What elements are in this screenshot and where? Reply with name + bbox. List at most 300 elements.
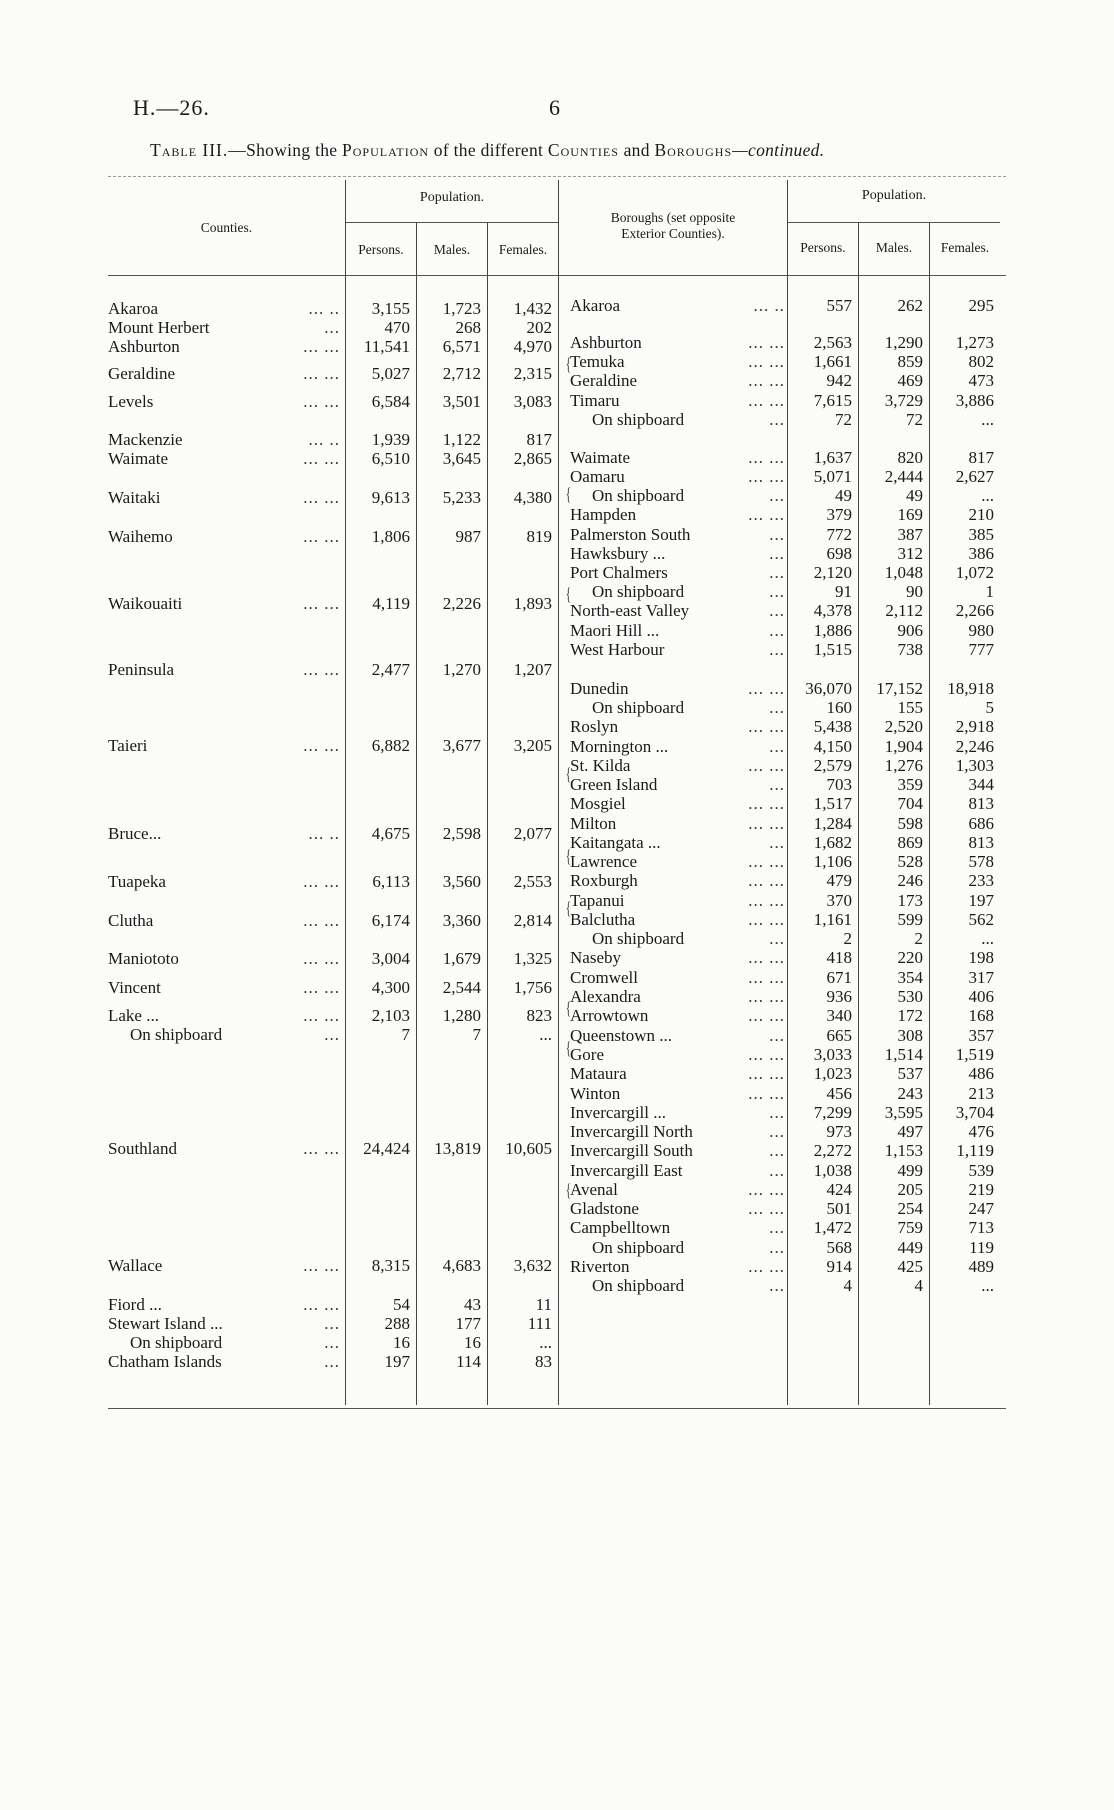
- borough-females: 18,918: [947, 679, 994, 698]
- borough-name: On shipboard: [592, 1276, 685, 1295]
- borough-leader-dots: ... ...: [748, 948, 785, 967]
- county-females: 11: [535, 1295, 552, 1314]
- borough-row: [0, 871, 1114, 891]
- county-persons: 2,103: [371, 1006, 410, 1025]
- borough-females: 233: [968, 871, 994, 890]
- borough-name: Avenal: [570, 1180, 618, 1199]
- borough-leader-dots: ... ...: [748, 1064, 785, 1083]
- borough-persons: 456: [826, 1084, 852, 1103]
- borough-persons: 665: [826, 1026, 852, 1045]
- borough-name: Dunedin: [570, 679, 629, 698]
- borough-name: On shipboard: [592, 698, 685, 717]
- borough-leader-dots: ... ...: [748, 1257, 785, 1276]
- borough-females: 386: [968, 544, 994, 563]
- county-persons: 5,027: [371, 364, 410, 383]
- county-persons: 16: [393, 1333, 410, 1352]
- top-rule: [108, 176, 1006, 177]
- borough-females: 980: [968, 621, 994, 640]
- borough-name: Milton: [570, 814, 617, 833]
- borough-females: 357: [968, 1026, 994, 1045]
- county-leader-dots: ...: [324, 318, 340, 337]
- county-leader-dots: ... ...: [303, 337, 340, 356]
- borough-females: ...: [981, 486, 994, 505]
- county-name: Peninsula: [108, 660, 175, 679]
- borough-row: [0, 717, 1114, 737]
- borough-males: 497: [897, 1122, 923, 1141]
- borough-persons: 973: [826, 1122, 852, 1141]
- borough-persons: 4,150: [813, 737, 852, 756]
- title-prefix: Table III.: [150, 140, 229, 160]
- county-name: Ashburton: [108, 337, 180, 356]
- page-number: 6: [549, 95, 560, 120]
- borough-leader-dots: ... ...: [748, 1045, 785, 1064]
- county-persons: 470: [384, 318, 410, 337]
- borough-row: [0, 679, 1114, 699]
- borough-row: [0, 486, 1114, 506]
- borough-males: 738: [897, 640, 923, 659]
- borough-persons: 1,515: [813, 640, 852, 659]
- header-population-right: Population.: [861, 188, 927, 203]
- county-males: 1,270: [442, 660, 481, 679]
- county-name: Taieri: [108, 736, 148, 755]
- county-males: 2,712: [442, 364, 481, 383]
- borough-females: 813: [968, 794, 994, 813]
- county-females: 4,380: [513, 488, 552, 507]
- borough-males: 469: [897, 371, 923, 390]
- borough-leader-dots: ...: [769, 1238, 785, 1257]
- brace-oamaru-hampden: {: [565, 484, 571, 504]
- header-persons-left: Persons.: [358, 242, 404, 257]
- county-name: Geraldine: [108, 364, 176, 383]
- borough-females: 247: [968, 1199, 994, 1218]
- borough-leader-dots: ...: [769, 582, 785, 601]
- borough-males: 859: [897, 352, 923, 371]
- borough-leader-dots: ...: [769, 544, 785, 563]
- header-females-left: Females.: [498, 242, 548, 257]
- borough-persons: 7,299: [813, 1103, 852, 1122]
- county-name: Akaroa: [108, 299, 159, 318]
- borough-row: [0, 852, 1114, 872]
- borough-name: Arrowtown: [570, 1006, 649, 1025]
- borough-males: 359: [897, 775, 923, 794]
- borough-males: 820: [897, 448, 923, 467]
- borough-name: Cromwell: [570, 968, 638, 987]
- county-males: 2,226: [442, 594, 481, 613]
- borough-row: [0, 601, 1114, 621]
- borough-row: [0, 1045, 1114, 1065]
- county-persons: 6,584: [371, 392, 410, 411]
- borough-males: 1,290: [884, 333, 923, 352]
- borough-name: Winton: [570, 1084, 621, 1103]
- borough-row: [0, 794, 1114, 814]
- borough-name: On shipboard: [592, 410, 685, 429]
- borough-females: 486: [968, 1064, 994, 1083]
- county-leader-dots: ... ...: [303, 911, 340, 930]
- county-name: Bruce...: [108, 824, 162, 843]
- borough-females: 317: [968, 968, 994, 987]
- borough-row: [0, 296, 1114, 316]
- borough-females: 1,303: [955, 756, 994, 775]
- borough-males: 869: [897, 833, 923, 852]
- county-leader-dots: ... ...: [303, 949, 340, 968]
- borough-females: 197: [968, 891, 994, 910]
- county-males: 3,501: [442, 392, 481, 411]
- county-name: Waikouaiti: [108, 594, 183, 613]
- borough-persons: 557: [826, 296, 852, 315]
- county-females: 1,325: [513, 949, 552, 968]
- borough-leader-dots: ...: [769, 833, 785, 852]
- borough-name: Geraldine: [570, 371, 638, 390]
- brace-arrowtown-queenstown: {: [565, 1038, 571, 1058]
- borough-males: 4: [914, 1276, 923, 1295]
- county-name: Levels: [108, 392, 154, 411]
- borough-leader-dots: ... ...: [748, 794, 785, 813]
- county-leader-dots: ... ..: [308, 299, 340, 318]
- borough-name: Balclutha: [570, 910, 636, 929]
- borough-leader-dots: ...: [769, 525, 785, 544]
- borough-males: 3,729: [884, 391, 923, 410]
- borough-persons: 340: [826, 1006, 852, 1025]
- borough-persons: 671: [826, 968, 852, 987]
- borough-males: 90: [906, 582, 923, 601]
- borough-females: ...: [981, 929, 994, 948]
- borough-persons: 936: [826, 987, 852, 1006]
- county-leader-dots: ... ...: [303, 1006, 340, 1025]
- borough-persons: 703: [826, 775, 852, 794]
- county-females: ...: [539, 1025, 552, 1044]
- borough-leader-dots: ...: [769, 1218, 785, 1237]
- borough-males: 246: [897, 871, 923, 890]
- borough-females: 406: [968, 987, 994, 1006]
- county-males: 1,723: [442, 299, 481, 318]
- county-persons: 7: [401, 1025, 410, 1044]
- borough-males: 254: [897, 1199, 923, 1218]
- borough-row: [0, 1238, 1114, 1258]
- borough-persons: 418: [826, 948, 852, 967]
- county-females: 2,315: [513, 364, 552, 383]
- borough-leader-dots: ...: [769, 1141, 785, 1160]
- county-persons: 288: [384, 1314, 410, 1333]
- borough-males: 354: [897, 968, 923, 987]
- borough-persons: 1,661: [813, 352, 852, 371]
- county-males: 268: [455, 318, 481, 337]
- borough-name: Roxburgh: [570, 871, 638, 890]
- borough-name: Gladstone: [570, 1199, 639, 1218]
- borough-row: [0, 544, 1114, 564]
- county-males: 3,560: [442, 872, 481, 891]
- borough-leader-dots: ...: [769, 1026, 785, 1045]
- borough-row: [0, 1257, 1114, 1277]
- county-females: 4,970: [513, 337, 552, 356]
- borough-persons: 1,517: [813, 794, 852, 813]
- borough-row: [0, 1103, 1114, 1123]
- borough-row: [0, 698, 1114, 718]
- borough-females: 2,246: [955, 737, 994, 756]
- borough-males: 1,153: [884, 1141, 923, 1160]
- borough-row: [0, 910, 1114, 930]
- borough-name: Hawksbury ...: [570, 544, 666, 563]
- borough-males: 312: [897, 544, 923, 563]
- borough-row: [0, 814, 1114, 834]
- county-name: Southland: [108, 1139, 177, 1158]
- borough-row: [0, 1026, 1114, 1046]
- borough-females: 489: [968, 1257, 994, 1276]
- borough-name: Tapanui: [570, 891, 625, 910]
- borough-females: 1,519: [955, 1045, 994, 1064]
- borough-row: [0, 987, 1114, 1007]
- borough-females: 119: [969, 1238, 994, 1257]
- borough-persons: 49: [835, 486, 852, 505]
- borough-females: 1,119: [956, 1141, 994, 1160]
- borough-females: 802: [968, 352, 994, 371]
- title-of-the: of the different: [429, 140, 548, 160]
- county-persons: 1,806: [371, 527, 410, 546]
- borough-males: 499: [897, 1161, 923, 1180]
- county-females: 2,865: [513, 449, 552, 468]
- header-males-right: Males.: [875, 240, 913, 255]
- county-females: 823: [526, 1006, 552, 1025]
- borough-name: Timaru: [570, 391, 620, 410]
- borough-name: Mosgiel: [570, 794, 626, 813]
- borough-females: 210: [968, 505, 994, 524]
- county-persons: 3,155: [371, 299, 410, 318]
- borough-persons: 942: [826, 371, 852, 390]
- borough-row: [0, 1199, 1114, 1219]
- borough-females: 3,704: [955, 1103, 994, 1122]
- borough-persons: 479: [826, 871, 852, 890]
- borough-leader-dots: ...: [769, 1161, 785, 1180]
- borough-persons: 5,438: [813, 717, 852, 736]
- county-females: 83: [535, 1352, 552, 1371]
- county-persons: 54: [393, 1295, 410, 1314]
- county-males: 2,544: [442, 978, 481, 997]
- county-females: 819: [526, 527, 552, 546]
- county-females: 202: [526, 318, 552, 337]
- borough-persons: 568: [826, 1238, 852, 1257]
- county-name: Waihemo: [108, 527, 173, 546]
- borough-name: Invercargill South: [570, 1141, 693, 1160]
- county-females: 10,605: [505, 1139, 552, 1158]
- county-leader-dots: ...: [324, 1314, 340, 1333]
- county-persons: 4,119: [372, 594, 410, 613]
- borough-persons: 379: [826, 505, 852, 524]
- bottom-rule: [108, 1408, 1006, 1409]
- borough-leader-dots: ...: [769, 1122, 785, 1141]
- borough-persons: 1,886: [813, 621, 852, 640]
- borough-name: Invercargill East: [570, 1161, 683, 1180]
- borough-row: [0, 582, 1114, 602]
- borough-name: On shipboard: [592, 486, 685, 505]
- borough-females: 813: [968, 833, 994, 852]
- county-males: 3,677: [442, 736, 481, 755]
- county-row: [0, 1333, 1114, 1353]
- borough-leader-dots: ... ...: [748, 333, 785, 352]
- borough-row: [0, 756, 1114, 776]
- borough-row: [0, 467, 1114, 487]
- county-females: 817: [526, 430, 552, 449]
- county-name: Wallace: [108, 1256, 163, 1275]
- county-females: 2,553: [513, 872, 552, 891]
- borough-females: 344: [968, 775, 994, 794]
- county-leader-dots: ... ...: [303, 736, 340, 755]
- borough-females: 1,072: [955, 563, 994, 582]
- borough-row: [0, 1006, 1114, 1026]
- borough-leader-dots: ...: [769, 737, 785, 756]
- title-dash: —Showing the: [228, 140, 343, 160]
- borough-row: [0, 948, 1114, 968]
- county-males: 5,233: [442, 488, 481, 507]
- county-leader-dots: ... ...: [303, 1139, 340, 1158]
- borough-name: St. Kilda: [570, 756, 631, 775]
- borough-name: Temuka: [570, 352, 625, 371]
- borough-name: On shipboard: [592, 929, 685, 948]
- brace-temuka-geraldine: {: [565, 354, 571, 374]
- borough-leader-dots: ... ...: [748, 852, 785, 871]
- borough-females: 5: [985, 698, 994, 717]
- county-females: 1,207: [513, 660, 552, 679]
- borough-name: North-east Valley: [570, 601, 690, 620]
- county-leader-dots: ... ...: [303, 660, 340, 679]
- borough-row: [0, 640, 1114, 660]
- county-males: 1,280: [442, 1006, 481, 1025]
- borough-males: 49: [906, 486, 923, 505]
- borough-persons: 370: [826, 891, 852, 910]
- borough-females: 213: [968, 1084, 994, 1103]
- borough-name: Mornington ...: [570, 737, 669, 756]
- borough-persons: 4,378: [813, 601, 852, 620]
- borough-males: 537: [897, 1064, 923, 1083]
- county-males: 2,598: [442, 824, 481, 843]
- header-population-left: Population.: [419, 190, 485, 205]
- county-row: [0, 1314, 1114, 1334]
- county-males: 16: [464, 1333, 481, 1352]
- borough-males: 2,444: [884, 467, 923, 486]
- borough-leader-dots: ...: [769, 1276, 785, 1295]
- borough-males: 308: [897, 1026, 923, 1045]
- borough-persons: 1,284: [813, 814, 852, 833]
- borough-row: [0, 505, 1114, 525]
- county-males: 43: [464, 1295, 481, 1314]
- borough-males: 72: [906, 410, 923, 429]
- county-leader-dots: ... ...: [303, 364, 340, 383]
- population-subrule-left: [346, 222, 558, 223]
- borough-leader-dots: ... ...: [748, 1006, 785, 1025]
- county-row: [0, 430, 1114, 450]
- borough-row: [0, 391, 1114, 411]
- borough-males: 2: [914, 929, 923, 948]
- borough-leader-dots: ...: [769, 621, 785, 640]
- borough-persons: 7,615: [813, 391, 852, 410]
- header-males-left: Males.: [433, 242, 471, 257]
- borough-leader-dots: ... ...: [748, 910, 785, 929]
- document-code: H.—26.: [133, 95, 210, 120]
- borough-males: 220: [897, 948, 923, 967]
- borough-leader-dots: ...: [769, 775, 785, 794]
- borough-name: Green Island: [570, 775, 658, 794]
- county-leader-dots: ... ..: [308, 824, 340, 843]
- borough-leader-dots: ... ...: [748, 1199, 785, 1218]
- borough-persons: 1,106: [813, 852, 852, 871]
- county-males: 987: [455, 527, 481, 546]
- borough-leader-dots: ...: [769, 486, 785, 505]
- brace-gore-riverton: {: [565, 1180, 571, 1200]
- county-females: 1,432: [513, 299, 552, 318]
- county-persons: 6,510: [371, 449, 410, 468]
- borough-row: [0, 833, 1114, 853]
- county-name: Vincent: [108, 978, 161, 997]
- brace-cromwell-alexandra: {: [565, 998, 571, 1018]
- borough-leader-dots: ...: [769, 410, 785, 429]
- borough-name: Oamaru: [570, 467, 625, 486]
- county-row: [0, 1352, 1114, 1372]
- borough-males: 1,048: [884, 563, 923, 582]
- borough-males: 155: [897, 698, 923, 717]
- borough-persons: 2,272: [813, 1141, 852, 1160]
- county-leader-dots: ... ...: [303, 392, 340, 411]
- borough-name: Lawrence: [570, 852, 638, 871]
- borough-persons: 2,563: [813, 333, 852, 352]
- county-females: 3,205: [513, 736, 552, 755]
- county-leader-dots: ... ...: [303, 594, 340, 613]
- borough-name: Invercargill North: [570, 1122, 693, 1141]
- county-males: 7: [472, 1025, 481, 1044]
- borough-persons: 1,682: [813, 833, 852, 852]
- county-persons: 6,113: [372, 872, 410, 891]
- borough-name: Palmerston South: [570, 525, 691, 544]
- borough-females: 2,627: [955, 467, 994, 486]
- county-persons: 4,675: [371, 824, 410, 843]
- county-name: Maniototo: [108, 949, 179, 968]
- borough-row: [0, 1141, 1114, 1161]
- brace-dunedin-mosgiel: {: [565, 764, 571, 784]
- borough-persons: 2,579: [813, 756, 852, 775]
- borough-females: 1,273: [955, 333, 994, 352]
- header-boroughs-line2: Exterior Counties).: [621, 226, 725, 241]
- borough-males: 599: [897, 910, 923, 929]
- county-males: 4,683: [442, 1256, 481, 1275]
- county-persons: 8,315: [371, 1256, 410, 1275]
- borough-males: 1,904: [884, 737, 923, 756]
- borough-row: [0, 1064, 1114, 1084]
- borough-name: Roslyn: [570, 717, 619, 736]
- borough-row: [0, 1161, 1114, 1181]
- borough-leader-dots: ... ...: [748, 987, 785, 1006]
- borough-row: [0, 1122, 1114, 1142]
- county-males: 3,645: [442, 449, 481, 468]
- county-leader-dots: ... ...: [303, 449, 340, 468]
- county-females: ...: [539, 1333, 552, 1352]
- county-name: Stewart Island ...: [108, 1314, 223, 1333]
- county-persons: 4,300: [371, 978, 410, 997]
- borough-leader-dots: ...: [769, 698, 785, 717]
- county-leader-dots: ... ...: [303, 488, 340, 507]
- county-males: 6,571: [442, 337, 481, 356]
- county-name: Mount Herbert: [108, 318, 210, 337]
- borough-persons: 1,637: [813, 448, 852, 467]
- borough-leader-dots: ... ...: [748, 871, 785, 890]
- borough-persons: 1,472: [813, 1218, 852, 1237]
- borough-leader-dots: ...: [769, 1103, 785, 1122]
- borough-males: 906: [897, 621, 923, 640]
- borough-row: [0, 525, 1114, 545]
- borough-leader-dots: ... ...: [748, 1084, 785, 1103]
- borough-leader-dots: ... ...: [748, 467, 785, 486]
- borough-row: [0, 333, 1114, 353]
- borough-females: 539: [968, 1161, 994, 1180]
- borough-persons: 1,161: [813, 910, 852, 929]
- borough-name: Alexandra: [570, 987, 641, 1006]
- county-name: Chatham Islands: [108, 1352, 222, 1371]
